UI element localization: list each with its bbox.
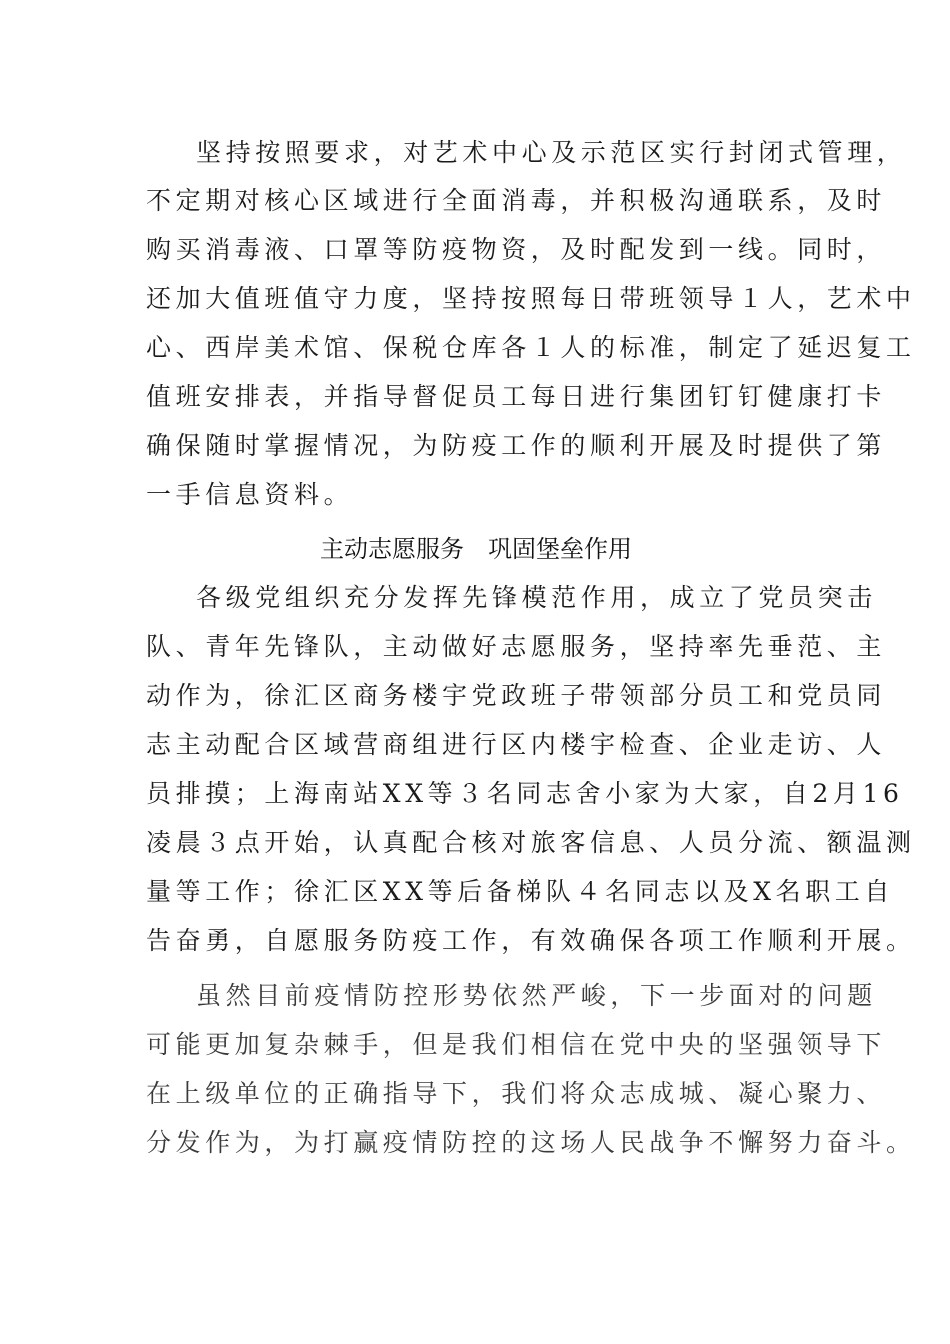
text-line: 值班安排表，并指导督促员工每日进行集团钉钉健康打卡 [146, 382, 887, 411]
text-line: 在上级单位的正确指导下，我们将众志成城、凝心聚力、 [146, 1079, 887, 1108]
text-line: 员排摸；上海南站XX等３名同志舍小家为大家，自2月16 [146, 779, 904, 808]
text-line: 各级党组织充分发挥先锋模范作用，成立了党员突击 [196, 583, 877, 612]
text-line: 坚持按照要求，对艺术中心及示范区实行封闭式管理， [196, 138, 907, 167]
text-line: 队、青年先锋队，主动做好志愿服务，坚持率先垂范、主 [146, 632, 887, 661]
text-line: 心、西岸美术馆、保税仓库各１人的标准，制定了延迟复工 [146, 333, 916, 362]
text-line: 不定期对核心区域进行全面消毒，并积极沟通联系，及时 [146, 186, 887, 215]
text-line: 志主动配合区域营商组进行区内楼宇检查、企业走访、人 [146, 730, 887, 759]
text-line: 分发作为，为打赢疫情防控的这场人民战争不懈努力奋斗。 [146, 1128, 916, 1157]
text-line: 可能更加复杂棘手，但是我们相信在党中央的坚强领导下 [146, 1030, 887, 1059]
text-line: 虽然目前疫情防控形势依然严峻，下一步面对的问题 [196, 981, 877, 1010]
text-line: 确保随时掌握情况，为防疫工作的顺利开展及时提供了第 [146, 431, 887, 460]
text-line: 还加大值班值守力度，坚持按照每日带班领导１人，艺术中 [146, 284, 916, 313]
text-line: 一手信息资料。 [146, 480, 354, 509]
text-line: 量等工作；徐汇区XX等后备梯队４名同志以及X名职工自 [146, 877, 894, 906]
text-line: 动作为，徐汇区商务楼宇党政班子带领部分员工和党员同 [146, 681, 887, 710]
section-heading: 主动志愿服务 巩固堡垒作用 [320, 535, 632, 563]
text-line: 告奋勇，自愿服务防疫工作，有效确保各项工作顺利开展。 [146, 926, 916, 955]
text-line: 凌晨３点开始，认真配合核对旅客信息、人员分流、额温测 [146, 828, 916, 857]
text-line: 购买消毒液、口罩等防疫物资，及时配发到一线。同时， [146, 235, 887, 264]
